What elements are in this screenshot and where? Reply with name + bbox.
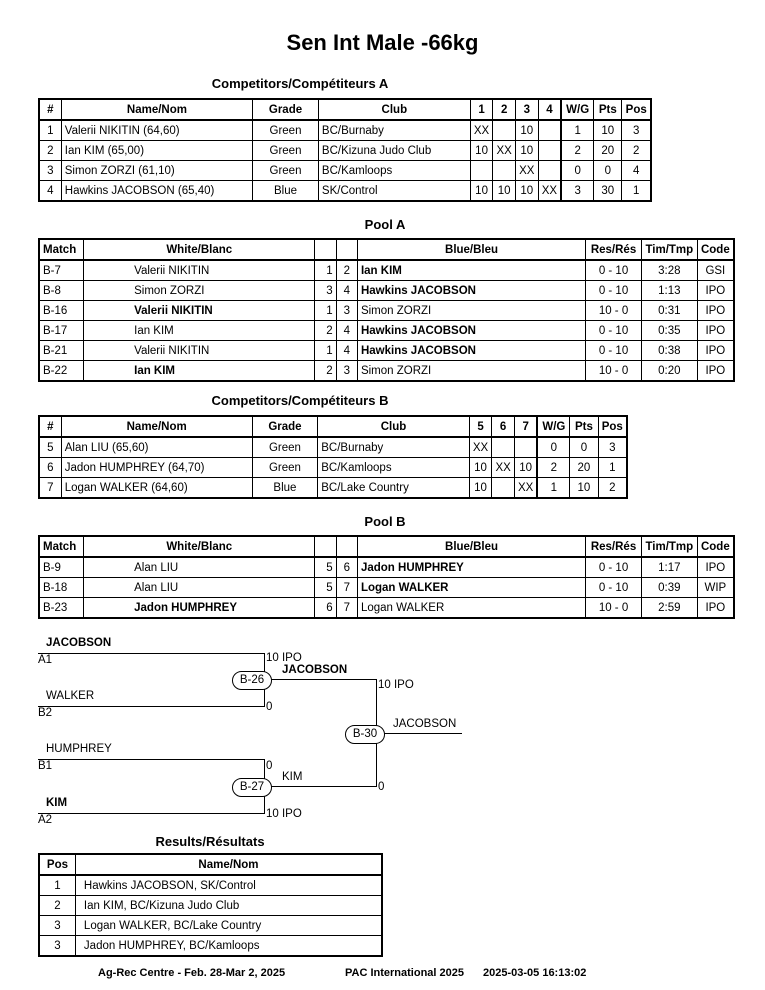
table-cell: XX <box>538 181 561 202</box>
table-cell: BC/Lake Country <box>318 478 470 499</box>
table-cell: 1 <box>561 120 593 141</box>
time: 3:28 <box>641 260 697 281</box>
column-header: Match <box>39 536 84 557</box>
white-competitor: Valerii NIKITIN <box>84 301 315 321</box>
table-cell: Green <box>253 141 319 161</box>
table-cell: 10 <box>469 478 492 499</box>
table-cell: BC/Kamloops <box>318 458 470 478</box>
sf1-top-score: 10 IPO <box>266 652 302 664</box>
table-cell <box>492 437 515 458</box>
table-cell: 7 <box>39 478 61 499</box>
bracket-line <box>38 759 264 760</box>
table-cell: 2 <box>39 141 61 161</box>
table-cell <box>470 161 493 181</box>
table-cell: 10 <box>470 181 493 202</box>
table-cell: SK/Control <box>318 181 470 202</box>
sf2-top-seed: B1 <box>38 760 53 772</box>
column-header: Code <box>697 536 734 557</box>
sf1-bottom-name: WALKER <box>46 690 95 702</box>
table-cell: Valerii NIKITIN (64,60) <box>61 120 252 141</box>
table-cell: 2 <box>537 458 569 478</box>
column-header: Pts <box>570 416 598 437</box>
footer-timestamp: 2025-03-05 16:13:02 <box>483 967 587 979</box>
blue-number: 7 <box>336 598 357 619</box>
competitors-b-table <box>38 415 628 499</box>
footer-event: PAC International 2025 <box>345 967 464 979</box>
blue-number: 7 <box>336 578 357 598</box>
column-header: Blue/Bleu <box>357 536 585 557</box>
column-header: Blue/Bleu <box>357 239 585 260</box>
table-cell: Blue <box>253 181 319 202</box>
white-competitor: Ian KIM <box>84 361 315 382</box>
table-cell: 10 <box>570 478 598 499</box>
table-cell <box>514 437 537 458</box>
table-cell: Green <box>252 437 318 458</box>
blue-competitor: Hawkins JACOBSON <box>357 281 585 301</box>
column-header <box>315 239 336 260</box>
match-id: B-17 <box>39 321 84 341</box>
bracket-line <box>38 813 264 814</box>
footer-venue: Ag-Rec Centre - Feb. 28-Mar 2, 2025 <box>98 967 286 979</box>
time: 0:38 <box>641 341 697 361</box>
table-cell: 1 <box>537 478 569 499</box>
column-header: Pos <box>622 99 651 120</box>
table-row <box>39 120 651 141</box>
blue-competitor: Simon ZORZI <box>357 361 585 382</box>
results-heading: Results/Résultats <box>155 834 265 849</box>
pool-a-heading: Pool A <box>364 217 406 232</box>
column-header <box>336 536 357 557</box>
blue-competitor: Logan WALKER <box>357 578 585 598</box>
column-header: 5 <box>469 416 492 437</box>
sf2-top-score: 0 <box>266 760 273 772</box>
table-cell: 10 <box>515 181 538 202</box>
time: 2:59 <box>641 598 697 619</box>
time: 0:35 <box>641 321 697 341</box>
column-header: Res/Rés <box>586 239 642 260</box>
column-header: W/G <box>537 416 569 437</box>
result: 0 - 10 <box>586 557 642 578</box>
column-header: Grade <box>253 99 319 120</box>
blue-number: 3 <box>336 301 357 321</box>
table-cell: 10 <box>470 141 493 161</box>
column-header <box>315 536 336 557</box>
table-row <box>39 478 627 499</box>
table-cell: 1 <box>622 181 651 202</box>
column-header: Tim/Tmp <box>641 536 697 557</box>
column-header <box>336 239 357 260</box>
table-cell: 0 <box>570 437 598 458</box>
time: 1:13 <box>641 281 697 301</box>
competitors-b-heading: Competitors/Compétiteurs B <box>211 393 389 408</box>
table-cell: XX <box>515 161 538 181</box>
column-header: Pos <box>598 416 627 437</box>
sf2-bottom-seed: A2 <box>38 814 53 826</box>
column-header: Pts <box>594 99 622 120</box>
blue-number: 2 <box>336 260 357 281</box>
table-cell: XX <box>469 437 492 458</box>
column-header: White/Blanc <box>84 536 315 557</box>
blue-competitor: Logan WALKER <box>357 598 585 619</box>
sf1-top-name: JACOBSON <box>46 637 112 649</box>
table-row <box>39 578 734 598</box>
match-id: B-21 <box>39 341 84 361</box>
pool-b-heading: Pool B <box>364 514 406 529</box>
table-cell <box>493 161 516 181</box>
result: 10 - 0 <box>586 301 642 321</box>
table-cell: 2 <box>598 478 627 499</box>
result: 10 - 0 <box>586 361 642 382</box>
blue-number: 6 <box>336 557 357 578</box>
table-row <box>39 301 734 321</box>
table-row <box>39 896 382 916</box>
white-number: 5 <box>315 557 336 578</box>
table-row <box>39 458 627 478</box>
sf1-bottom-seed: B2 <box>38 707 53 719</box>
table-cell: Jadon HUMPHREY (64,70) <box>61 458 252 478</box>
sf2-bottom-score: 10 IPO <box>266 808 302 820</box>
table-cell: BC/Kamloops <box>318 161 470 181</box>
table-cell: 0 <box>561 161 593 181</box>
match-id: B-16 <box>39 301 84 321</box>
table-cell: Logan WALKER (64,60) <box>61 478 252 499</box>
result-position: 1 <box>39 875 75 896</box>
table-cell <box>538 141 561 161</box>
white-competitor: Valerii NIKITIN <box>84 341 315 361</box>
result: 0 - 10 <box>586 260 642 281</box>
table-cell: BC/Burnaby <box>318 120 470 141</box>
sf2-winner: KIM <box>282 771 303 783</box>
column-header: 3 <box>515 99 538 120</box>
table-cell: 10 <box>493 181 516 202</box>
white-number: 2 <box>315 361 336 382</box>
code: IPO <box>697 598 734 619</box>
code: IPO <box>697 341 734 361</box>
table-cell: 4 <box>622 161 651 181</box>
table-cell: BC/Kizuna Judo Club <box>318 141 470 161</box>
competitors-a-heading: Competitors/Compétiteurs A <box>211 76 389 91</box>
blue-number: 4 <box>336 341 357 361</box>
table-cell: 10 <box>515 141 538 161</box>
column-header: 7 <box>514 416 537 437</box>
table-cell: 3 <box>561 181 593 202</box>
column-header: Club <box>318 416 470 437</box>
white-number: 1 <box>315 301 336 321</box>
match-id: B-23 <box>39 598 84 619</box>
table-cell: Hawkins JACOBSON (65,40) <box>61 181 252 202</box>
table-row <box>39 341 734 361</box>
blue-number: 4 <box>336 321 357 341</box>
table-row <box>39 161 651 181</box>
table-cell: XX <box>492 458 515 478</box>
blue-competitor: Hawkins JACOBSON <box>357 341 585 361</box>
column-header: W/G <box>561 99 593 120</box>
table-cell: Green <box>253 161 319 181</box>
result: 0 - 10 <box>586 341 642 361</box>
match-id: B-8 <box>39 281 84 301</box>
blue-number: 3 <box>336 361 357 382</box>
competitors-a-table <box>38 98 652 202</box>
table-row <box>39 598 734 619</box>
column-header: Match <box>39 239 84 260</box>
match-id: B-7 <box>39 260 84 281</box>
table-row <box>39 437 627 458</box>
column-header: Club <box>318 99 470 120</box>
time: 0:20 <box>641 361 697 382</box>
table-cell: 5 <box>39 437 61 458</box>
blue-competitor: Ian KIM <box>357 260 585 281</box>
result-position: 2 <box>39 896 75 916</box>
code: WIP <box>697 578 734 598</box>
table-cell: 4 <box>39 181 61 202</box>
table-cell: 1 <box>39 120 61 141</box>
table-row <box>39 875 382 896</box>
result-name: Hawkins JACOBSON, SK/Control <box>75 875 382 896</box>
sf1-match-badge: B-26 <box>232 671 272 690</box>
result-position: 3 <box>39 936 75 957</box>
table-row <box>39 361 734 382</box>
column-header: Grade <box>252 416 318 437</box>
table-cell: BC/Burnaby <box>318 437 470 458</box>
page-title: Sen Int Male -66kg <box>286 30 479 55</box>
result-name: Jadon HUMPHREY, BC/Kamloops <box>75 936 382 957</box>
sf2-match-badge: B-27 <box>232 778 272 797</box>
code: IPO <box>697 361 734 382</box>
bracket-line <box>376 733 462 734</box>
result: 10 - 0 <box>586 598 642 619</box>
table-cell <box>538 161 561 181</box>
white-number: 1 <box>315 260 336 281</box>
code: GSI <box>697 260 734 281</box>
pool-a-table <box>38 238 735 382</box>
table-cell: 6 <box>39 458 61 478</box>
match-id: B-9 <box>39 557 84 578</box>
column-header: 2 <box>493 99 516 120</box>
table-row <box>39 181 651 202</box>
match-id: B-22 <box>39 361 84 382</box>
table-cell: 1 <box>598 458 627 478</box>
white-competitor: Simon ZORZI <box>84 281 315 301</box>
table-cell: XX <box>470 120 493 141</box>
table-row <box>39 281 734 301</box>
time: 1:17 <box>641 557 697 578</box>
bracket-line <box>38 653 264 654</box>
white-competitor: Valerii NIKITIN <box>84 260 315 281</box>
table-row <box>39 260 734 281</box>
result: 0 - 10 <box>586 321 642 341</box>
table-cell: XX <box>493 141 516 161</box>
sf1-winner: JACOBSON <box>282 664 348 676</box>
table-cell: 10 <box>515 120 538 141</box>
column-header: # <box>39 416 61 437</box>
table-row <box>39 141 651 161</box>
table-cell: Simon ZORZI (61,10) <box>61 161 252 181</box>
bracket-line <box>264 679 376 680</box>
table-cell: Ian KIM (65,00) <box>61 141 252 161</box>
code: IPO <box>697 301 734 321</box>
table-cell <box>493 120 516 141</box>
blue-competitor: Simon ZORZI <box>357 301 585 321</box>
column-header: 6 <box>492 416 515 437</box>
white-number: 2 <box>315 321 336 341</box>
column-header: # <box>39 99 61 120</box>
bracket-line <box>264 786 376 787</box>
column-header: Code <box>697 239 734 260</box>
column-header: Name/Nom <box>75 854 382 875</box>
time: 0:39 <box>641 578 697 598</box>
match-id: B-18 <box>39 578 84 598</box>
pool-b-table <box>38 535 735 619</box>
table-cell: 3 <box>39 161 61 181</box>
table-row <box>39 936 382 957</box>
table-cell: 20 <box>594 141 622 161</box>
column-header: White/Blanc <box>84 239 315 260</box>
white-number: 6 <box>315 598 336 619</box>
table-cell: 2 <box>622 141 651 161</box>
table-cell: Green <box>252 458 318 478</box>
table-cell: 0 <box>537 437 569 458</box>
final-winner: JACOBSON <box>393 718 457 730</box>
sf1-top-seed: A1 <box>38 654 53 666</box>
white-competitor: Ian KIM <box>84 321 315 341</box>
column-header: Pos <box>39 854 75 875</box>
blue-number: 4 <box>336 281 357 301</box>
table-cell: Blue <box>252 478 318 499</box>
result: 0 - 10 <box>586 578 642 598</box>
sf2-bottom-name: KIM <box>46 797 68 809</box>
white-competitor: Jadon HUMPHREY <box>84 598 315 619</box>
result-name: Ian KIM, BC/Kizuna Judo Club <box>75 896 382 916</box>
table-cell: Green <box>253 120 319 141</box>
final-match-badge: B-30 <box>345 725 385 744</box>
column-header: 1 <box>470 99 493 120</box>
table-cell <box>538 120 561 141</box>
table-cell <box>492 478 515 499</box>
blue-competitor: Jadon HUMPHREY <box>357 557 585 578</box>
white-competitor: Alan LIU <box>84 578 315 598</box>
code: IPO <box>697 557 734 578</box>
column-header: Name/Nom <box>61 99 252 120</box>
table-cell: 2 <box>561 141 593 161</box>
result-name: Logan WALKER, BC/Lake Country <box>75 916 382 936</box>
table-cell: 3 <box>598 437 627 458</box>
white-number: 5 <box>315 578 336 598</box>
table-cell: XX <box>514 478 537 499</box>
table-cell: Alan LIU (65,60) <box>61 437 252 458</box>
table-row <box>39 916 382 936</box>
table-cell: 10 <box>514 458 537 478</box>
table-cell: 3 <box>622 120 651 141</box>
sf2-top-name: HUMPHREY <box>46 743 112 755</box>
results-table <box>38 853 383 957</box>
table-cell: 0 <box>594 161 622 181</box>
column-header: Tim/Tmp <box>641 239 697 260</box>
bracket-line <box>38 706 264 707</box>
table-row <box>39 321 734 341</box>
result: 0 - 10 <box>586 281 642 301</box>
table-row <box>39 557 734 578</box>
code: IPO <box>697 281 734 301</box>
table-cell: 10 <box>469 458 492 478</box>
table-cell: 20 <box>570 458 598 478</box>
time: 0:31 <box>641 301 697 321</box>
white-number: 1 <box>315 341 336 361</box>
blue-competitor: Hawkins JACOBSON <box>357 321 585 341</box>
sf1-bottom-score: 0 <box>266 701 273 713</box>
final-bottom-score: 0 <box>378 781 385 793</box>
white-number: 3 <box>315 281 336 301</box>
white-competitor: Alan LIU <box>84 557 315 578</box>
table-cell: 10 <box>594 120 622 141</box>
result-position: 3 <box>39 916 75 936</box>
column-header: 4 <box>538 99 561 120</box>
column-header: Name/Nom <box>61 416 252 437</box>
column-header: Res/Rés <box>586 536 642 557</box>
final-top-score: 10 IPO <box>378 679 414 691</box>
code: IPO <box>697 321 734 341</box>
table-cell: 30 <box>594 181 622 202</box>
